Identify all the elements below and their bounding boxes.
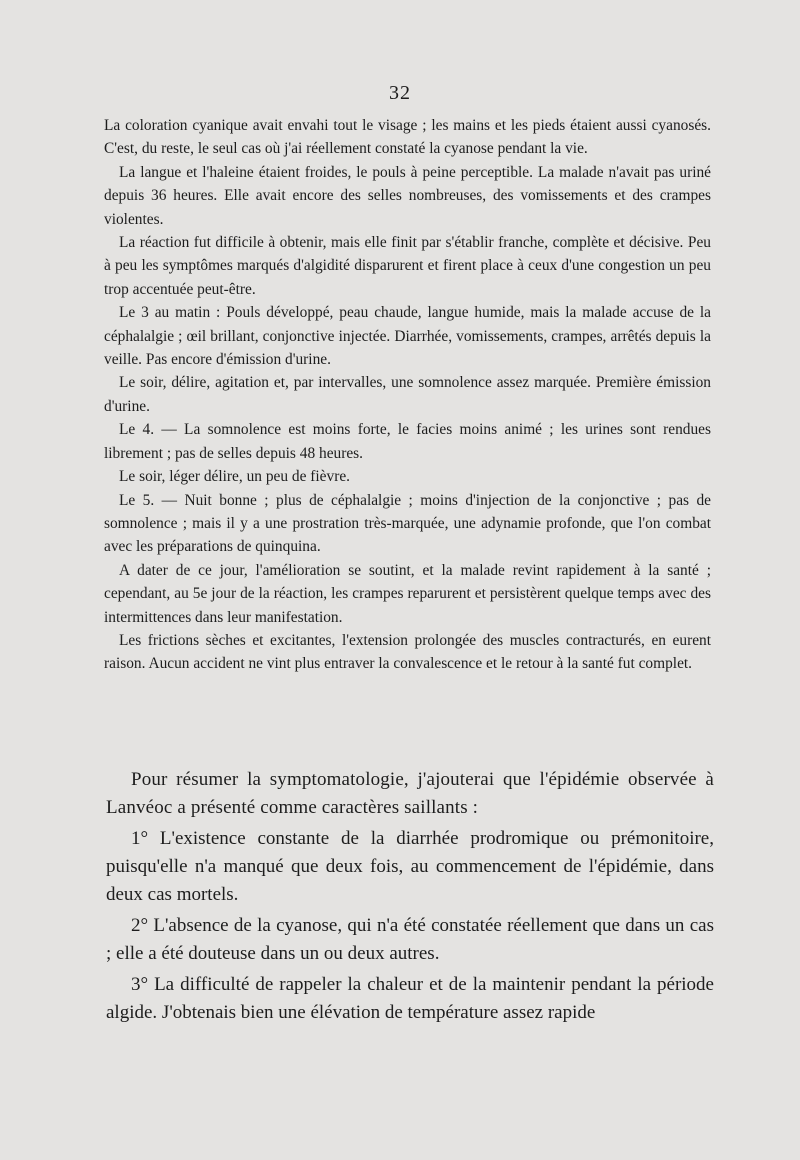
summary-point: 1° L'existence constante de la diarrhée prodromique ou prémonitoire, puisqu'elle n'a manqué que deux fois, au commencement de l'épidémie, dans deux cas mortels. — [106, 828, 714, 905]
paragraph: Le 5. — Nuit bonne ; plus de céphalalgie ; moins d'injection de la conjonctive ; pas de somnolence ; mais il y a une prostration très-marquée, une adynamie profonde, que l'on combat avec les préparations de quinquina. — [104, 491, 711, 556]
paragraph: Le 4. — La somnolence est moins forte, le facies moins animé ; les urines sont rendues librement ; pas de selles depuis 48 heures. — [104, 421, 711, 462]
summary-point: 2° L'absence de la cyanose, qui n'a été constatée réellement que dans un cas ; elle a été douteuse dans un ou deux autres. — [106, 915, 714, 964]
symptomatology-summary — [106, 766, 714, 1027]
paragraph: Le soir, délire, agitation et, par intervalles, une somnolence assez marquée. Première émission d'urine. — [104, 374, 711, 415]
paragraph: La réaction fut difficile à obtenir, mais elle finit par s'établir franche, complète et décisive. Peu à peu les symptômes marqués d'algidité disparurent et firent place à ceux d'une congestion un peu trop accentuée peut-être. — [104, 234, 711, 298]
paragraph: Le 3 au matin : Pouls développé, peau chaude, langue humide, mais la malade accuse de la céphalalgie ; œil brillant, conjonctive injectée. Diarrhée, vomissements, crampes, arrêtés depuis la veille. Pas encore d'émission d'urine. — [104, 304, 711, 369]
paragraph: Le soir, léger délire, un peu de fièvre. — [119, 468, 350, 486]
summary-intro: Pour résumer la symptomatologie, j'ajouterai que l'épidémie observée à Lanvéoc a présenté comme caractères saillants : — [106, 769, 714, 818]
paragraph: La coloration cyanique avait envahi tout le visage ; les mains et les pieds étaient aussi cyanosés. C'est, du reste, le seul cas où j'ai réellement constaté la cyanose pendant la vie. — [104, 117, 711, 158]
paragraph: La langue et l'haleine étaient froides, le pouls à peine perceptible. La malade n'avait pas uriné depuis 36 heures. Elle avait encore des selles nombreuses, des vomissements et des crampes violentes. — [104, 163, 711, 228]
case-report-text — [104, 114, 711, 676]
paragraph: A dater de ce jour, l'amélioration se soutint, et la malade revint rapidement à la santé ; cependant, au 5e jour de la réaction, les crampes reparurent et persistèrent quelque temps avec des intermittences dans leur manifestation. — [104, 561, 711, 626]
paragraph: Les frictions sèches et excitantes, l'extension prolongée des muscles contracturés, en eurent raison. Aucun accident ne vint plus entraver la convalescence et le retour à la santé fut complet. — [104, 631, 711, 673]
page-number: 32 — [389, 82, 411, 104]
summary-point: 3° La difficulté de rappeler la chaleur et de la maintenir pendant la période algide. J'obtenais bien une élévation de température assez rapide — [106, 974, 714, 1023]
